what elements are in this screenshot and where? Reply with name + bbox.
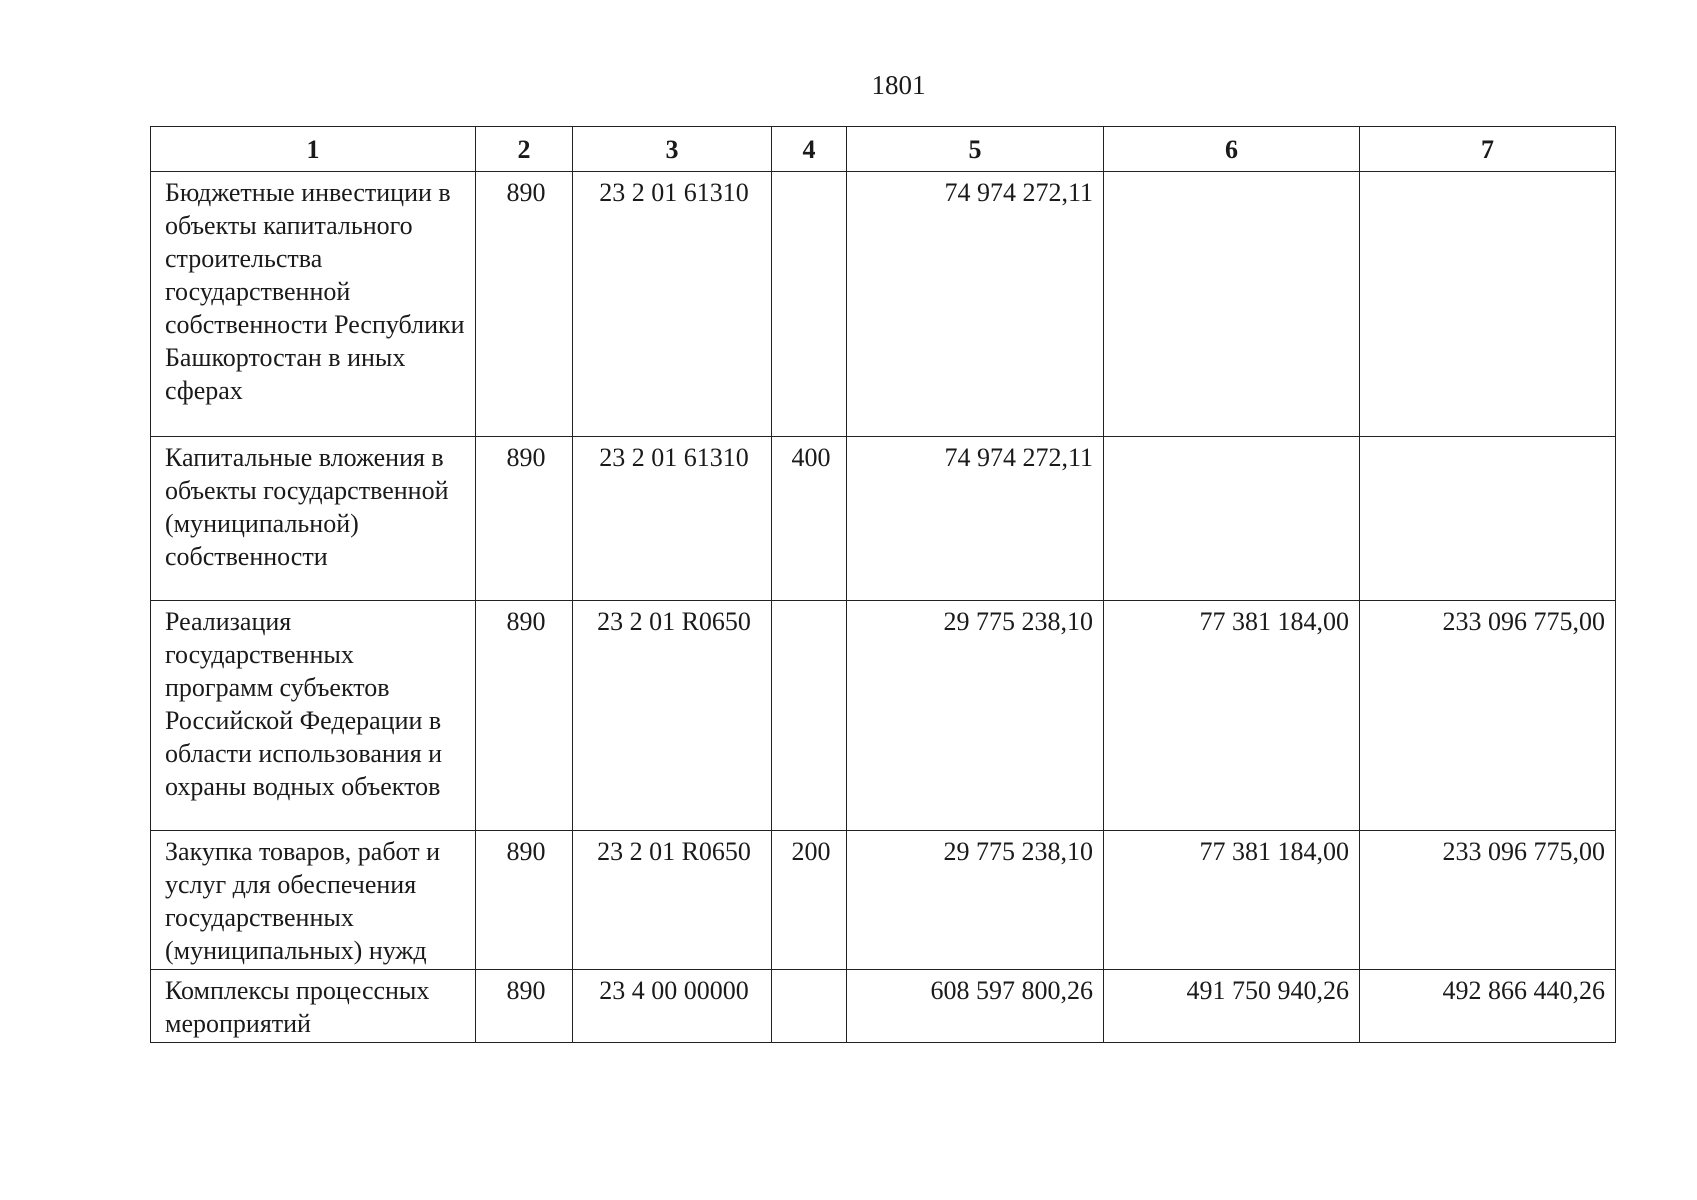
table-header-row (151, 127, 1616, 172)
row-col3: 23 4 00 00000 (573, 970, 772, 1043)
row-col6: 77 381 184,00 (1104, 601, 1360, 831)
table-row (151, 970, 1616, 1043)
row-col7: 233 096 775,00 (1360, 601, 1616, 831)
row-col5: 29 775 238,10 (847, 831, 1104, 970)
row-col6: 491 750 940,26 (1104, 970, 1360, 1043)
column-header-5: 5 (847, 127, 1104, 172)
row-col3: 23 2 01 R0650 (573, 601, 772, 831)
row-col6 (1104, 172, 1360, 437)
row-name: Закупка товаров, работ и услуг для обеспечения государственных (муниципальных) нужд (151, 831, 476, 970)
row-col6: 77 381 184,00 (1104, 831, 1360, 970)
row-name: Капитальные вложения в объекты государственной (муниципальной) собственности (151, 437, 476, 601)
row-col6 (1104, 437, 1360, 601)
row-col3: 23 2 01 61310 (573, 437, 772, 601)
row-col3: 23 2 01 R0650 (573, 831, 772, 970)
row-col7: 492 866 440,26 (1360, 970, 1616, 1043)
row-col7 (1360, 437, 1616, 601)
row-name: Комплексы процессных мероприятий (151, 970, 476, 1043)
row-col5: 74 974 272,11 (847, 172, 1104, 437)
table-row (151, 437, 1616, 601)
table-row (151, 831, 1616, 970)
row-name: Реализация государственных программ субъектов Российской Федерации в области использования и охраны водных объектов (151, 601, 476, 831)
column-header-2: 2 (476, 127, 573, 172)
row-col2: 890 (476, 172, 573, 437)
column-header-7: 7 (1360, 127, 1616, 172)
row-col2: 890 (476, 970, 573, 1043)
row-col2: 890 (476, 601, 573, 831)
row-col4: 400 (772, 437, 847, 601)
table-row (151, 172, 1616, 437)
column-header-1: 1 (151, 127, 476, 172)
row-col7: 233 096 775,00 (1360, 831, 1616, 970)
row-col5: 608 597 800,26 (847, 970, 1104, 1043)
row-col5: 74 974 272,11 (847, 437, 1104, 601)
column-header-6: 6 (1104, 127, 1360, 172)
table-row (151, 601, 1616, 831)
row-col5: 29 775 238,10 (847, 601, 1104, 831)
row-col7 (1360, 172, 1616, 437)
row-col3: 23 2 01 61310 (573, 172, 772, 437)
column-header-4: 4 (772, 127, 847, 172)
row-col4 (772, 172, 847, 437)
column-header-3: 3 (573, 127, 772, 172)
row-col4: 200 (772, 831, 847, 970)
row-col2: 890 (476, 437, 573, 601)
row-col4 (772, 970, 847, 1043)
row-col4 (772, 601, 847, 831)
budget-table (150, 126, 1616, 1043)
row-name: Бюджетные инвестиции в объекты капитального строительства государственной собственности Республики Башкортостан в иных сферах (151, 172, 476, 437)
row-col2: 890 (476, 831, 573, 970)
page-number: 1801 (871, 70, 926, 100)
